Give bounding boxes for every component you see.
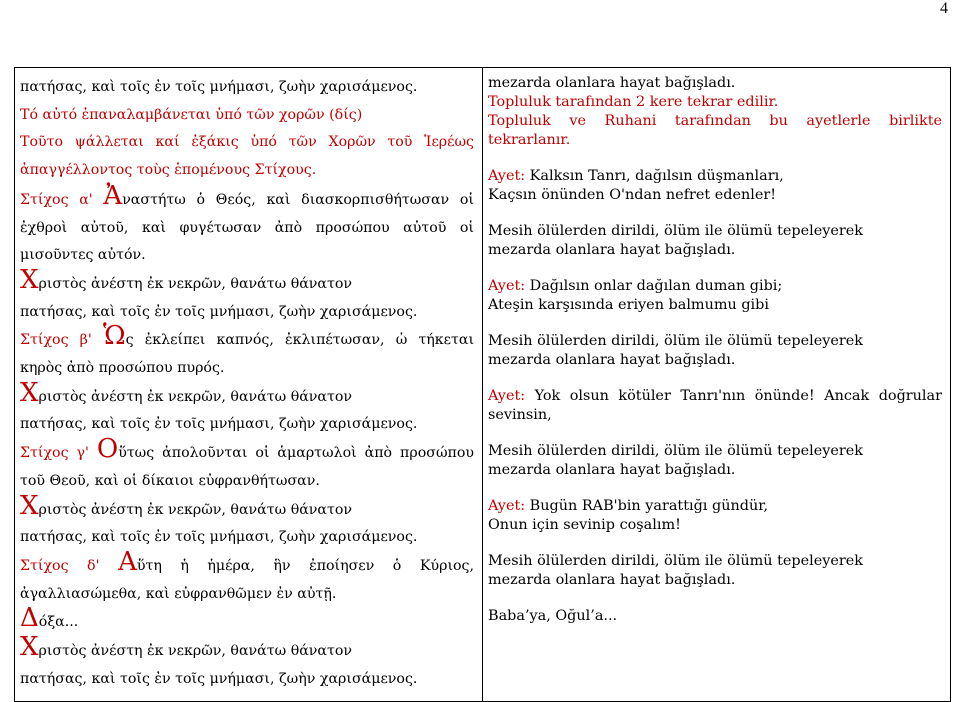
verse-initial: Ἀ [103, 180, 123, 211]
refrain-line-2: πατήσας, καὶ τοῖς ἐν τοῖς μνήμασι, ζωὴν χαρισάμενος. [20, 529, 418, 546]
refrain-line-2: mezarda olanlara hayat bağışladı. [488, 572, 736, 588]
ayet-label: Ayet: [488, 388, 526, 404]
turkish-column [483, 68, 951, 702]
doxa-initial: Δ [20, 603, 39, 634]
greek-verse-2 [20, 321, 475, 382]
page-number: 4 [940, 0, 948, 17]
verse-line-2: Ateşin karşısında eriyen balmumu gibi [488, 297, 769, 313]
liturgy-table [14, 67, 951, 702]
verse-text: ὕτη ἡ ἡμέρα, ἣν ἐποίησεν ὁ Κύριος, ἀγαλλιασώμεθα, καὶ εὐφρανθῶμεν ἐν αὐτῇ. [20, 557, 475, 602]
verse-label: Στίχος δ' [20, 557, 100, 574]
refrain-line-1: ριστὸς ἀνέστη ἐκ νεκρῶν, θανάτω θάνατον [38, 643, 353, 660]
turkish-verse-2 [488, 277, 942, 315]
ayet-label: Ayet: [488, 498, 526, 514]
verse-initial: Ο [96, 434, 119, 465]
turkish-verse-3 [488, 387, 942, 425]
refrain-line-1: ριστὸς ἀνέστη ἐκ νεκρῶν, θανάτω θάνατον [38, 501, 353, 518]
greek-doxa [20, 603, 474, 637]
turkish-verse-4 [488, 497, 942, 535]
refrain-line-2: mezarda olanlara hayat bağışladı. [488, 462, 736, 478]
verse-line-2: Onun için sevinip coşalım! [488, 517, 681, 533]
refrain-line-1: ριστὸς ἀνέστη ἐκ νεκρῶν, θανάτω θάνατον [38, 388, 353, 405]
greek-note-1: Τό αὐτό ἐπαναλαμβάνεται ὑπό τῶν χορῶν (δίς) [20, 106, 363, 123]
doxa-text: όξα... [38, 614, 79, 631]
greek-column [15, 68, 483, 702]
verse-label: Στίχος α' [20, 191, 93, 208]
verse-initial: Ὡ [102, 321, 126, 352]
verse-text: ναστήτω ὁ Θεός, καὶ διασκορπισθήτωσαν οἱ ἐχθροὶ αὐτοῦ, καὶ φυγέτωσαν ἀπὸ προσώπου αὐτοῦ οἱ μισοῦντες αὐτόν. [20, 191, 474, 264]
refrain-initial: Χ [20, 490, 39, 521]
ayet-label: Ayet: [488, 278, 526, 294]
verse-text: Kalksın Tanrı, dağılsın düşmanları, [529, 168, 784, 184]
refrain-line-2: πατήσας, καὶ τοῖς ἐν τοῖς μνήμασι, ζωὴν χαρισάμενος. [20, 670, 418, 687]
refrain-line-2: πατήσας, καὶ τοῖς ἐν τοῖς μνήμασι, ζωὴν χαρισάμενος. [20, 416, 418, 433]
verse-text: ς ἐκλείπει καπνός, ἐκλιπέτωσαν, ὡ τήκεται κηρὸς ἀπὸ προσώπου πυρός. [20, 332, 475, 377]
refrain-line-1: Mesih ölülerden dirildi, ölüm ile ölümü tepeleyerek [488, 553, 864, 569]
refrain-line-1: Mesih ölülerden dirildi, ölüm ile ölümü tepeleyerek [488, 223, 864, 239]
verse-initial: Α [118, 546, 137, 577]
turkish-note-1: Topluluk tarafından 2 kere tekrar edilir. [488, 94, 779, 110]
verse-text: ὕτως ἀπολοῦνται οἱ ἁμαρτωλοὶ ἀπὸ προσώπου τοῦ Θεοῦ, καὶ οἱ δίκαιοι εὐφρανθήτωσαν. [20, 445, 475, 489]
turkish-top-line: mezarda olanlara hayat bağışladı. [488, 75, 736, 91]
verse-text: Dağılsın onlar dağılan duman gibi; [529, 278, 783, 294]
refrain-line-2: mezarda olanlara hayat bağışladı. [488, 242, 736, 258]
turkish-refrain [488, 552, 942, 590]
turkish-closing: Baba’ya, Oğul’a... [488, 608, 618, 624]
refrain-line-1: ριστὸς ἀνέστη ἐκ νεκρῶν, θανάτω θάνατον [38, 275, 353, 292]
refrain-line-1: Mesih ölülerden dirildi, ölüm ile ölümü tepeleyerek [488, 333, 864, 349]
greek-top-line: πατήσας, καὶ τοῖς ἐν τοῖς μνήμασι, ζωὴν χαρισάμενος. [20, 79, 418, 95]
refrain-line-1: Mesih ölülerden dirildi, ölüm ile ölümü tepeleyerek [488, 443, 864, 459]
turkish-refrain [488, 332, 942, 370]
refrain-initial: Χ [20, 377, 39, 408]
greek-refrain [20, 632, 474, 693]
verse-text: Yok olsun kötüler Tanrı'nın önünde! Ancak doğrular sevinsin, [488, 388, 942, 423]
greek-verse-3 [20, 434, 475, 495]
verse-line-2: Kaçsın önünden O'ndan nefret edenler! [488, 187, 777, 203]
greek-refrain [20, 264, 474, 326]
greek-refrain [20, 490, 474, 552]
greek-verse-1 [20, 180, 474, 270]
turkish-refrain [488, 442, 942, 480]
refrain-initial: Χ [20, 264, 39, 295]
greek-refrain [20, 377, 474, 439]
turkish-refrain [488, 222, 942, 260]
refrain-line-2: πατήσας, καὶ τοῖς ἐν τοῖς μνήμασι, ζωὴν χαρισάμενος. [20, 303, 418, 320]
verse-text: Bugün RAB'bin yarattığı gündür, [529, 498, 769, 514]
verse-label: Στίχος γ' [20, 445, 89, 462]
greek-note-2: Τοῦτο ψάλλεται καί ἐξάκις ὑπό τῶν Χορῶν τοῦ Ἱερέως ἀπαγγέλλοντος τοὺς ἑπομένους Στίχους. [20, 134, 474, 179]
ayet-label: Ayet: [488, 168, 526, 184]
refrain-line-2: mezarda olanlara hayat bağışladı. [488, 352, 736, 368]
greek-verse-4 [20, 546, 475, 608]
verse-label: Στίχος β' [20, 332, 92, 349]
turkish-note-2: Topluluk ve Ruhani tarafından bu ayetlerle birlikte tekrarlanır. [488, 113, 942, 148]
turkish-verse-1 [488, 167, 942, 205]
refrain-initial: Χ [20, 632, 39, 663]
